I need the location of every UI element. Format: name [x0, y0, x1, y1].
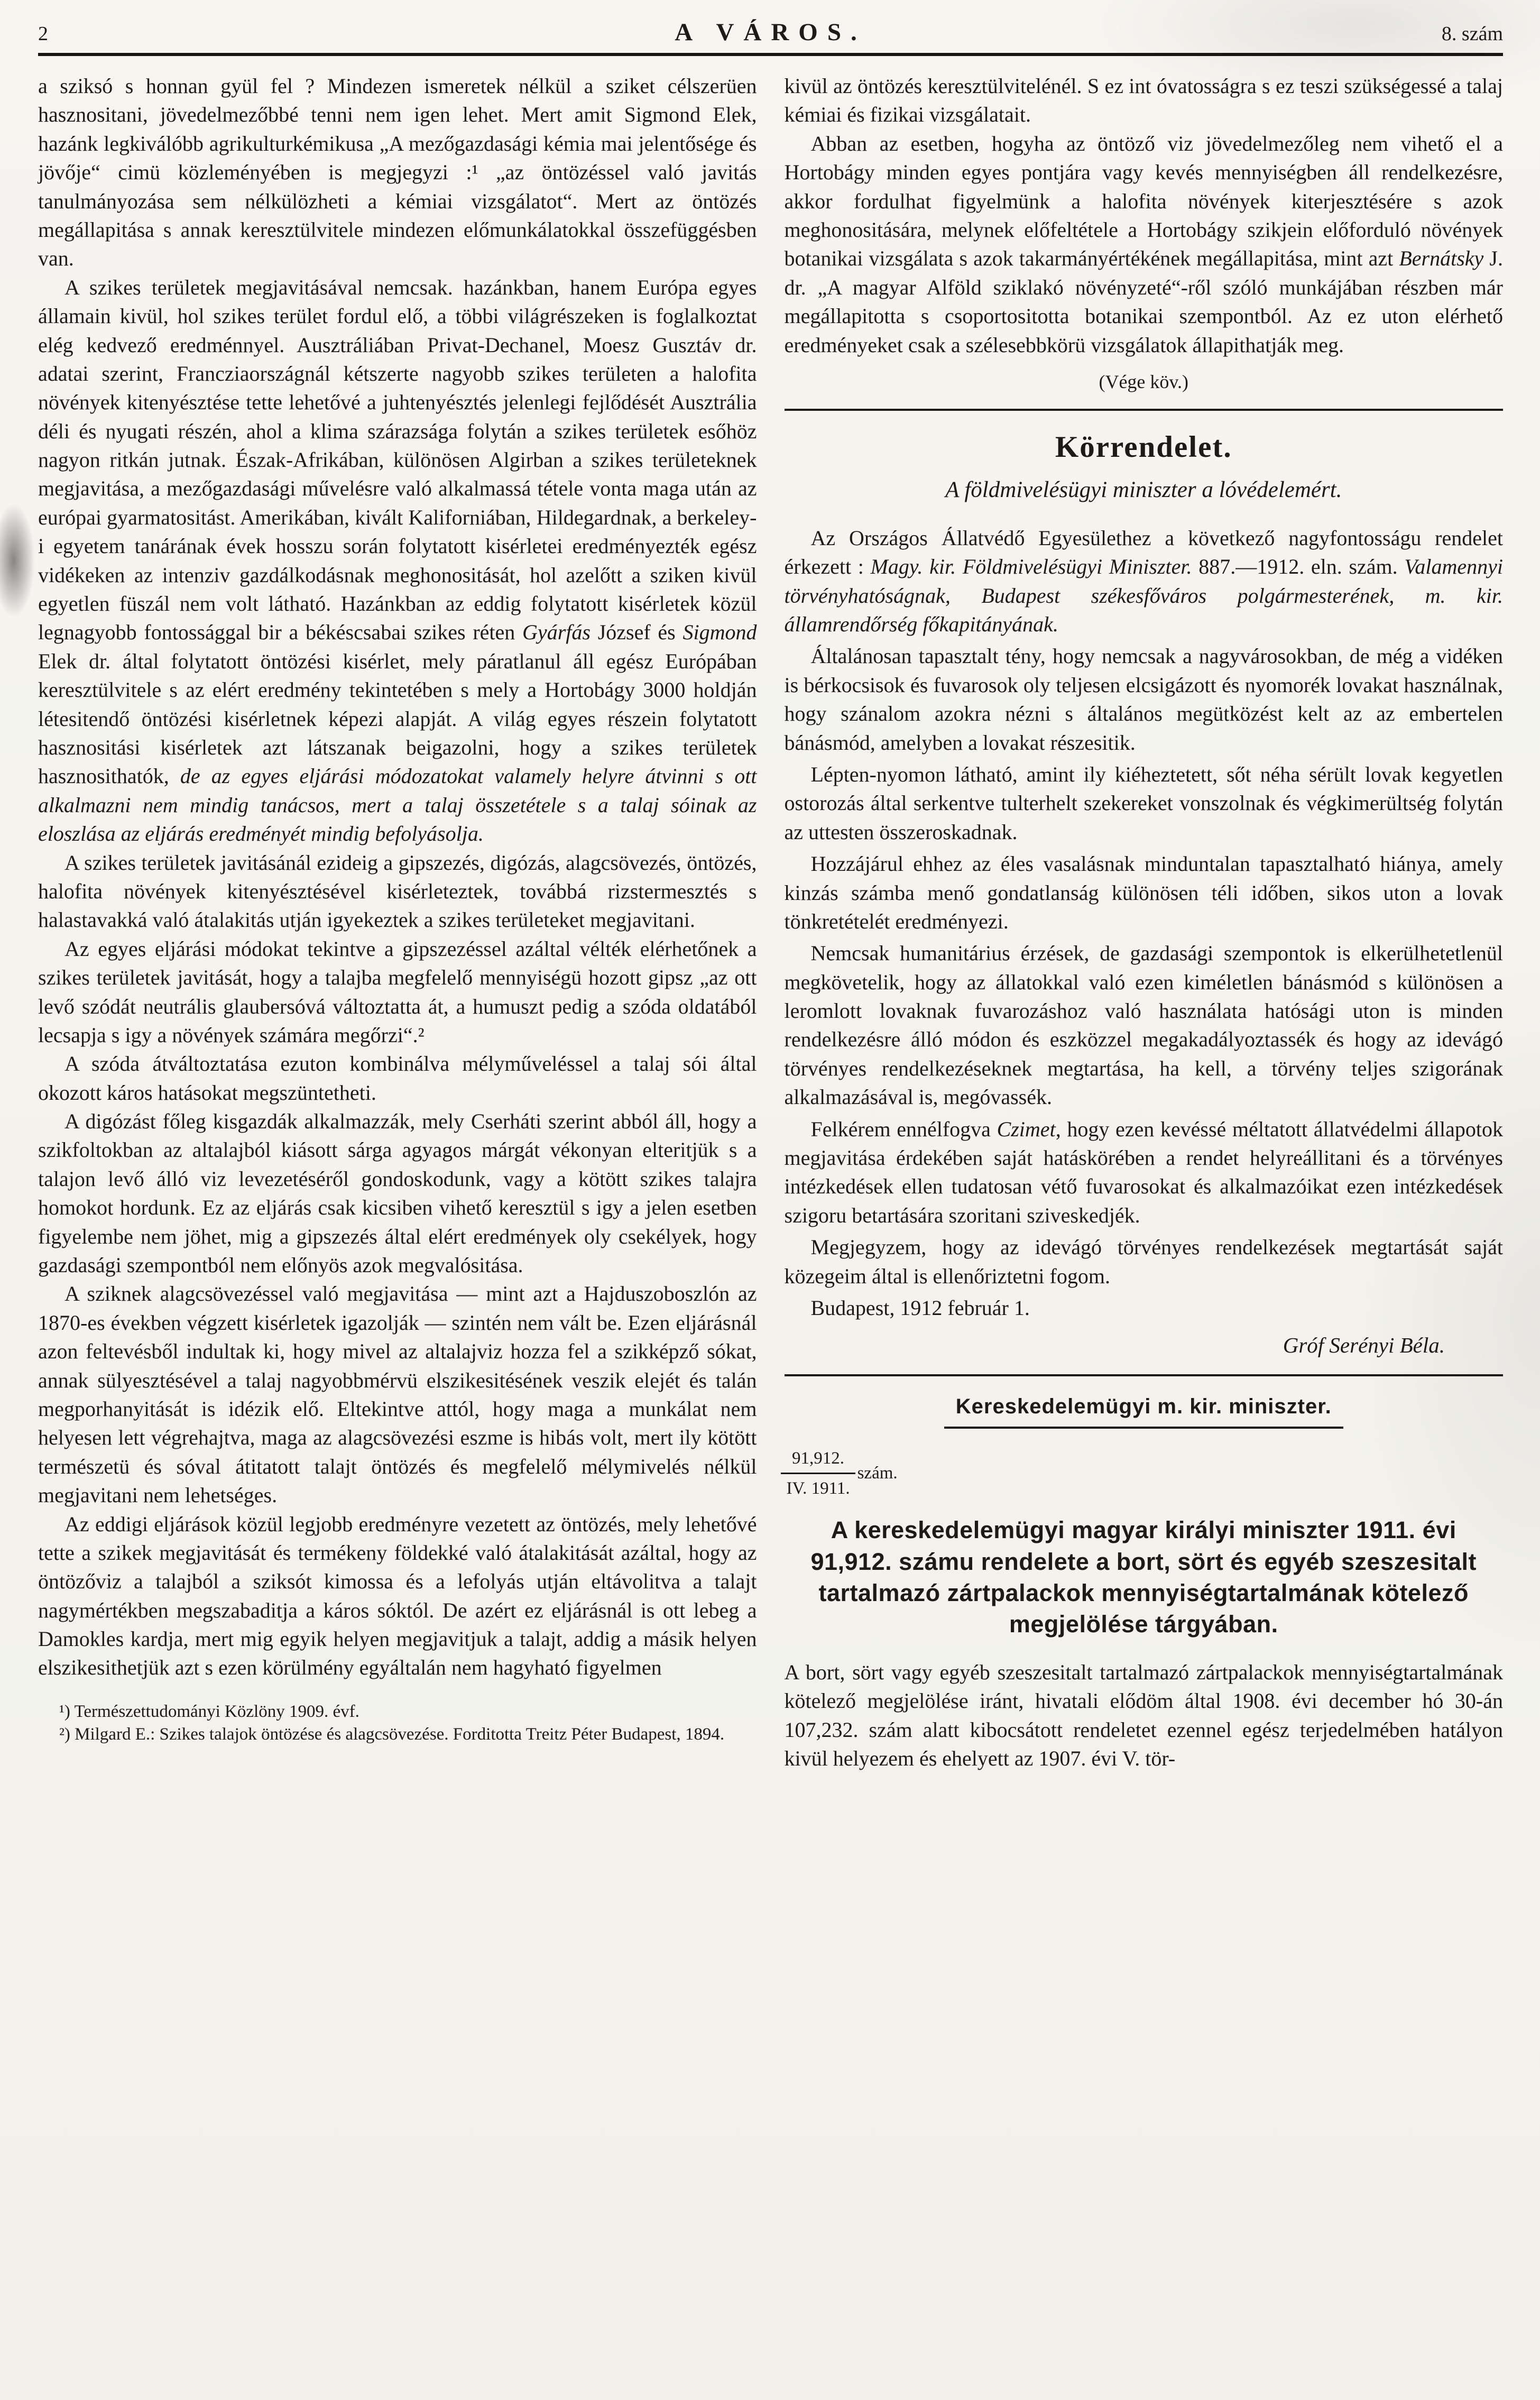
footnote: ¹) Természettudományi Közlöny 1909. évf.: [59, 1702, 359, 1721]
section-divider-2: [785, 1374, 1504, 1376]
ministry-section-header-text: Kereskedelemügyi m. kir. miniszter.: [944, 1392, 1343, 1428]
korrendelet-body: [785, 524, 1504, 1291]
decree-body: [785, 1658, 1504, 1773]
paragraph: Lépten-nyomon látható, amint ily kiéheztetett, sőt néha sérült lovak kegyetlen ostorozás által serkentve tulterhelt szekereket vonszolnak és végkimerültség folytán az uttesten összeroskadnak.: [784, 762, 1503, 844]
article-body-right: [785, 72, 1504, 360]
header-rule: [38, 53, 1503, 56]
paragraph: Az eddigi eljárások közül legjobb eredményre vezetett az öntözés, mely lehetővé tette a szikek megjavitását és termékeny földekké való átalakitását azáltal, hogy az öntözőviz a talajból a sziksót kimossa és a lefolyás utján eltávolitva a talajt nagymértékben megszabaditja a káros sóktól. De azért ez eljárásnál is ott lebeg a Damokles kardja, mert mig egyik helyen megjavitjuk a talajt, addig a másik helyen elszikesithetjük azt s ezen körülmény egyáltalán nem hagyható figyelmen: [38, 1512, 757, 1680]
paragraph: Az egyes eljárási módokat tekintve a gipszezéssel azáltal vélték elérhetőnek a szikes területek javitását, hogy a talajba megfelelő mennyiségü hozott gipsz „az ott levő szódát neutrális glaubersóvá változtatta át, a humuszt pedig a szóda oldatából lecsapja s igy a növények számára megőrzi“.²: [38, 936, 757, 1047]
paragraph: kivül az öntözés keresztülvitelénél. S ez int óvatosságra s ez teszi szükségessé a talaj kémiai és fizikai vizsgálatait.: [784, 74, 1503, 127]
paragraph: A bort, sört vagy egyéb szeszesitalt tartalmazó zártpalackok mennyiségtartalmának kötelező megjelölése iránt, hivatali elődöm által 1908. évi december hó 30-án 107,232. szám alatt kibocsátott rendeletet ezennel egész terjedelmében hatályon kivül helyezem és ehelyett az 1907. évi V. tör-: [784, 1660, 1503, 1771]
paragraph: A digózást főleg kisgazdák alkalmazzák, mely Cserháti szerint abból áll, hogy a szikfoltokban az altalajból kiásott sárga agyagos márgát vékonyan elteritjük s a talajon levő álló viz levezetéséről gondoskodunk, vagy a kötött szikes talajra homokot hordunk. Ez az eljárás csak kicsiben vihető keresztül s igy a jelen esetben figyelembe nem jöhet, mig a gipszezés által elért eredmények oly csekélyek, hogy gazdasági szempontból nem előnyös azok megvalósitása.: [38, 1109, 757, 1277]
paragraph: A szikes területek megjavitásával nemcsak. hazánkban, hanem Európa egyes államain kivül, hol szikes terület fordul elő, a többi világrészeken is foglalkoztat elég kedvező eredménnyel. Ausztráliában Privat-Dechanel, Moesz Gusztáv dr. adatai szerint, Francziaországnál kétszerte nagyobb szikes területen a halofita növények kitenyésztése tette lehetővé a juhtenyésztés jelenlegi fejlődését Ausztrália déli és nyugati részén, ahol a klima szárazsága folytán a szikes területek esőhöz nagyon ritkán jutnak. Észak-Afrikában, különösen Algirban a szikes területeknek megjavitása, a mezőgazdasági művelésre való alkalmassá tétele vonta maga után az európai gyarmatositást. Amerikában, kivált Kaliforniában, Hildegardnak, a berkeley-i egyetem tanárának évek hosszu során folytatott kisérletei eredményezték egész vidékeken az intenziv gazdálkodásnak meghonositását, hol azelőtt a sziken kivül egyetlen füszál nem volt látható. Hazánkban az eddig folytatott kisérletek közül legnagyobb fontossággal bir a békéscsabai szikes réten Gyárfás József és Sigmond Elek dr. által folytatott öntözési kisérlet, mely páratlanul áll egész Európában keresztülvitele s az elért eredmény tekintetében s mely a Hortobágy 3000 holdján létesitendő öntözési kisérletnek képezi alapját. A világ egyes részein folytatott hasznositási kisérletek azt látszanak beigazolni, hogy a szikes területek hasznosithatók, de az egyes eljárási módozatokat valamely helyre átvinni s ott alkalmazni nem mindig tanácsos, mert a talaj összetétele s a talaj sóinak az eloszlása az eljárás eredményét mindig befolyásolja.: [38, 275, 757, 846]
paragraph: a sziksó s honnan gyül fel ? Mindezen ismeretek nélkül a sziket célszerüen hasznositani, jövedelmezőbbé tenni nem igen lehet. Mert amit Sigmond Elek, hazánk legkiválóbb agrikulturkémikusa „A mezőgazdasági kémia mai jelentősége és jövője“ cimü közleményében is megjegyzi :¹ „az öntözéssel való javitás tanulmányozása sem nélkülözheti a kémiai vizsgálatot“. Mert az öntözés megállapitása s annak keresztülvitele mindezen előmunkálatokkal összefüggésben van.: [38, 74, 757, 271]
paragraph: Nemcsak humanitárius érzések, de gazdasági szempontok is elkerülhetetlenül megkövetelik, hogy az állatokkal való ezen kiméletlen bánásmód s különösen a leromlott lovaknak fuvarozáshoz való használata hatósági uton is minden rendelkezésre álló módon és eszközzel megakadályoztassék és hogy az idevágó törvényes rendelkezéseknek megtartása, ha kell, a törvény teljes szigorának alkalmazásával is, megóvassék.: [784, 941, 1503, 1109]
paragraph: A szóda átváltoztatása ezuton kombinálva mélyműveléssel a talaj sói által okozott káros hatásokat megszüntetheti.: [38, 1052, 757, 1105]
korrendelet-title: Körrendelet.: [1055, 430, 1232, 464]
paragraph: Hozzájárul ehhez az éles vasalásnak minduntalan tapasztalható hiánya, amely kinzás számba menő gondatlanság különösen téli időben, sikos uton a lovak tönkretételét eredményezi.: [784, 852, 1503, 933]
paragraph: A szikes területek javitásánál ezideig a gipszezés, digózás, alagcsövezés, öntözés, halofita növények kitenyésztésével kisérleteztek, továbbá rizstermesztés s halastavakká való átalakitás utján igyekeztek a szikes területeket megjavitani.: [38, 850, 757, 932]
left-column: [38, 72, 757, 1773]
paragraph: Az Országos Állatvédő Egyesülethez a következő nagyfontosságu rendelet érkezett : Magy. kir. Földmivelésügyi Miniszter. 887.—1912. eln. szám. Valamennyi törvényhatóságnak, Budapest székesfőváros polgármesterének, m. kir. államrendőrség főkapitányának.: [784, 526, 1503, 637]
masthead-title: A VÁROS.: [675, 19, 866, 46]
section-divider: [785, 409, 1504, 411]
file-number-bottom: IV. 1911.: [786, 1479, 850, 1498]
paragraph: Általánosan tapasztalt tény, hogy nemcsak a nagyvárosokban, de még a vidéken is bérkocsisok és fuvarosok oly teljesen elcsigázott és nyomorék lovakat használnak, hogy szánalom azokra nézni s általános megütközést kelt az az embertelen bánásmód, amelyben a lovakat részesitik.: [784, 644, 1503, 755]
continuation-note: (Vége köv.): [1099, 371, 1189, 392]
signature: Gróf Serényi Béla.: [1283, 1333, 1445, 1358]
dateline: Budapest, 1912 február 1.: [810, 1296, 1030, 1320]
footnotes: [38, 1700, 757, 1746]
columns: [38, 72, 1503, 1773]
issue-number: 8. szám: [1441, 23, 1503, 45]
file-number-top: 91,912.: [792, 1448, 845, 1468]
page-number: 2: [38, 23, 48, 45]
paragraph: A sziknek alagcsövezéssel való megjavitása — mint azt a Hajduszoboszlón az 1870-es években végzett kisérletek igazolják — szintén nem vált be. Ezen eljárásnál azon feltevésből indultak ki, hogy mivel az altalajviz hozza fel a szikképző sókat, annak sülyesztésével a talaj nagyobbmérvü elszikesitésének veszik elejét és talán megporhanyitását is idézik elő. Eltekintve attól, hogy maga a munkálat nem helyesen lett végrehajtva, maga az alagcsövezési eszme is hibás volt, mert ily kötött természetü és sóval átitatott talajt öntözés és megfelelő mélymivelés nélkül megjavitani nem lehetséges.: [38, 1282, 757, 1507]
paragraph: Megjegyzem, hogy az idevágó törvényes rendelkezések megtartását saját közegeim által is ellenőriztetni fogom.: [784, 1235, 1503, 1288]
korrendelet-subtitle: A földmivelésügyi miniszter a lóvédelemért.: [945, 477, 1342, 503]
file-number: [787, 1447, 1504, 1501]
ministry-section-header: [785, 1392, 1504, 1428]
file-number-suffix: szám.: [857, 1464, 898, 1483]
fraction-bar: [781, 1473, 856, 1474]
file-number-fraction: [787, 1447, 850, 1501]
right-column: [785, 72, 1504, 1773]
footnote: ²) Milgard E.: Szikes talajok öntözése és alagcsövezése. Forditotta Treitz Péter Budapest, 1894.: [59, 1724, 725, 1744]
page-header: [38, 18, 1503, 47]
decree-title: A kereskedelemügyi magyar királyi miniszter 1911. évi 91,912. számu rendelete a bort, sört és egyéb szeszesitalt tartalmazó zártpalackok mennyiségtartalmának kötelező megjelölése tárgyában.: [810, 1516, 1477, 1638]
paragraph: Abban az esetben, hogyha az öntöző viz jövedelmezőleg nem vihető el a Hortobágy minden egyes pontjára vagy kevés mennyiségben áll rendelkezésre, akkor fordulhat figyelmünk a halofita növények kiterjesztésére s azok meghonositására, melynek előfeltétele a Hortobágy szikjein előforduló növények botanikai vizsgálata s azok takarmányértékének megállapitása, mint azt Bernátsky J. dr. „A magyar Alföld sziklakó növényzeté“-ről szóló munkájában részben már megállapitotta s csoportositotta botanikai szempontból. Az ez uton elérhető eredményeket csak a szélesebbkörü vizsgálatok állapithatják meg.: [784, 131, 1503, 357]
paragraph: Felkérem ennélfogva Czimet, hogy ezen kevéssé méltatott állatvédelmi állapotok megjavitása érdekében saját hatáskörében a rendet helyreállitani és a törvényes intézkedések ellen tudatosan vétő fuvarosokat és alkalmazóikat ezen intézkedések szigoru betartására szoritani sziveskedjék.: [784, 1117, 1503, 1227]
article-body-left: [38, 72, 757, 1682]
